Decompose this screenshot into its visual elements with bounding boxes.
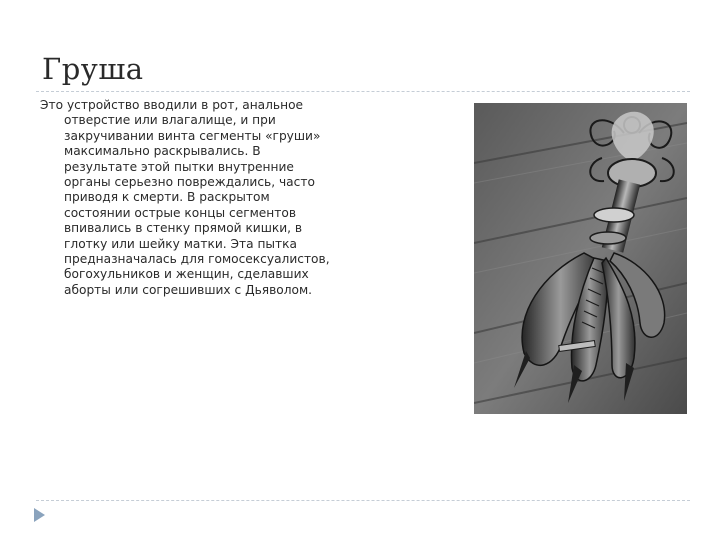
- slide-title: Груша: [42, 52, 144, 86]
- pear-device-photo: [474, 103, 687, 414]
- slide-body-text: Это устройство вводили в рот, анальное отверстие или влагалище, и при закручивании винта сегменты «груши» максимально раскрывались. В результате этой пытки внутренние органы серьезно повреждались, часто приводя к смерти. В раскрытом состоянии острые концы сегментов впивались в стенку прямой кишки, в глотку или шейку матки. Эта пытка предназначалась для гомосексуалистов, богохульников и женщин, сделавших аборты или согрешивших с Дьяволом.: [40, 98, 330, 297]
- top-divider: [36, 91, 690, 92]
- bottom-divider: [36, 500, 690, 501]
- play-triangle-icon[interactable]: [34, 508, 45, 522]
